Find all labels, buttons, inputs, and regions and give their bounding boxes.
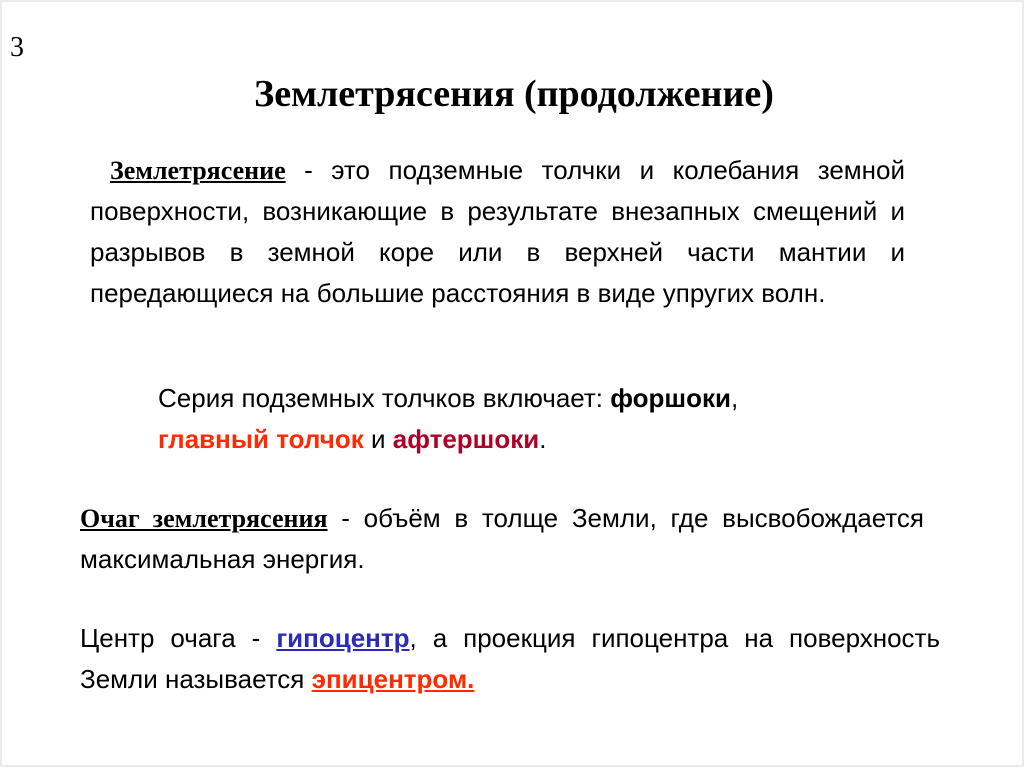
series-period: . <box>539 424 547 454</box>
foreshocks-term: форшоки <box>610 383 731 413</box>
focus-term: Очаг землетрясения <box>80 504 328 533</box>
earthquake-term: Землетрясение <box>110 156 286 185</box>
focus-definition-text: - объём в толще Земли, где высвобождается максимальная энергия. <box>80 503 924 574</box>
earthquake-definition-text: - это подземные толчки и колебания земной поверхности, возникающие в результате внезапных смещений и разрывов в земной коре или в верхней части мантии и передающиеся на большие расстояния в виде упругих волн. <box>90 155 905 308</box>
hypocenter-definition <box>80 618 940 700</box>
hypocenter-term: гипоцентр <box>276 623 410 653</box>
slide-title: Землетрясения (продолжение) <box>254 73 774 115</box>
page-number: 3 <box>10 32 24 63</box>
aftershocks-term: афтершоки <box>392 424 540 454</box>
series-and: и <box>363 424 393 454</box>
mainshock-term: главный толчок <box>158 424 364 454</box>
hypocenter-intro: Центр очага - <box>80 623 277 653</box>
shock-series <box>158 378 878 460</box>
earthquake-definition <box>90 150 905 314</box>
epicenter-term: эпицентром. <box>311 664 475 694</box>
hypocenter-middle: , а проекция гипоцентра на поверхность Земли называется <box>80 623 941 694</box>
series-intro: Серия подземных толчков включает: <box>158 383 611 413</box>
series-comma: , <box>730 383 739 413</box>
focus-definition <box>80 498 924 580</box>
